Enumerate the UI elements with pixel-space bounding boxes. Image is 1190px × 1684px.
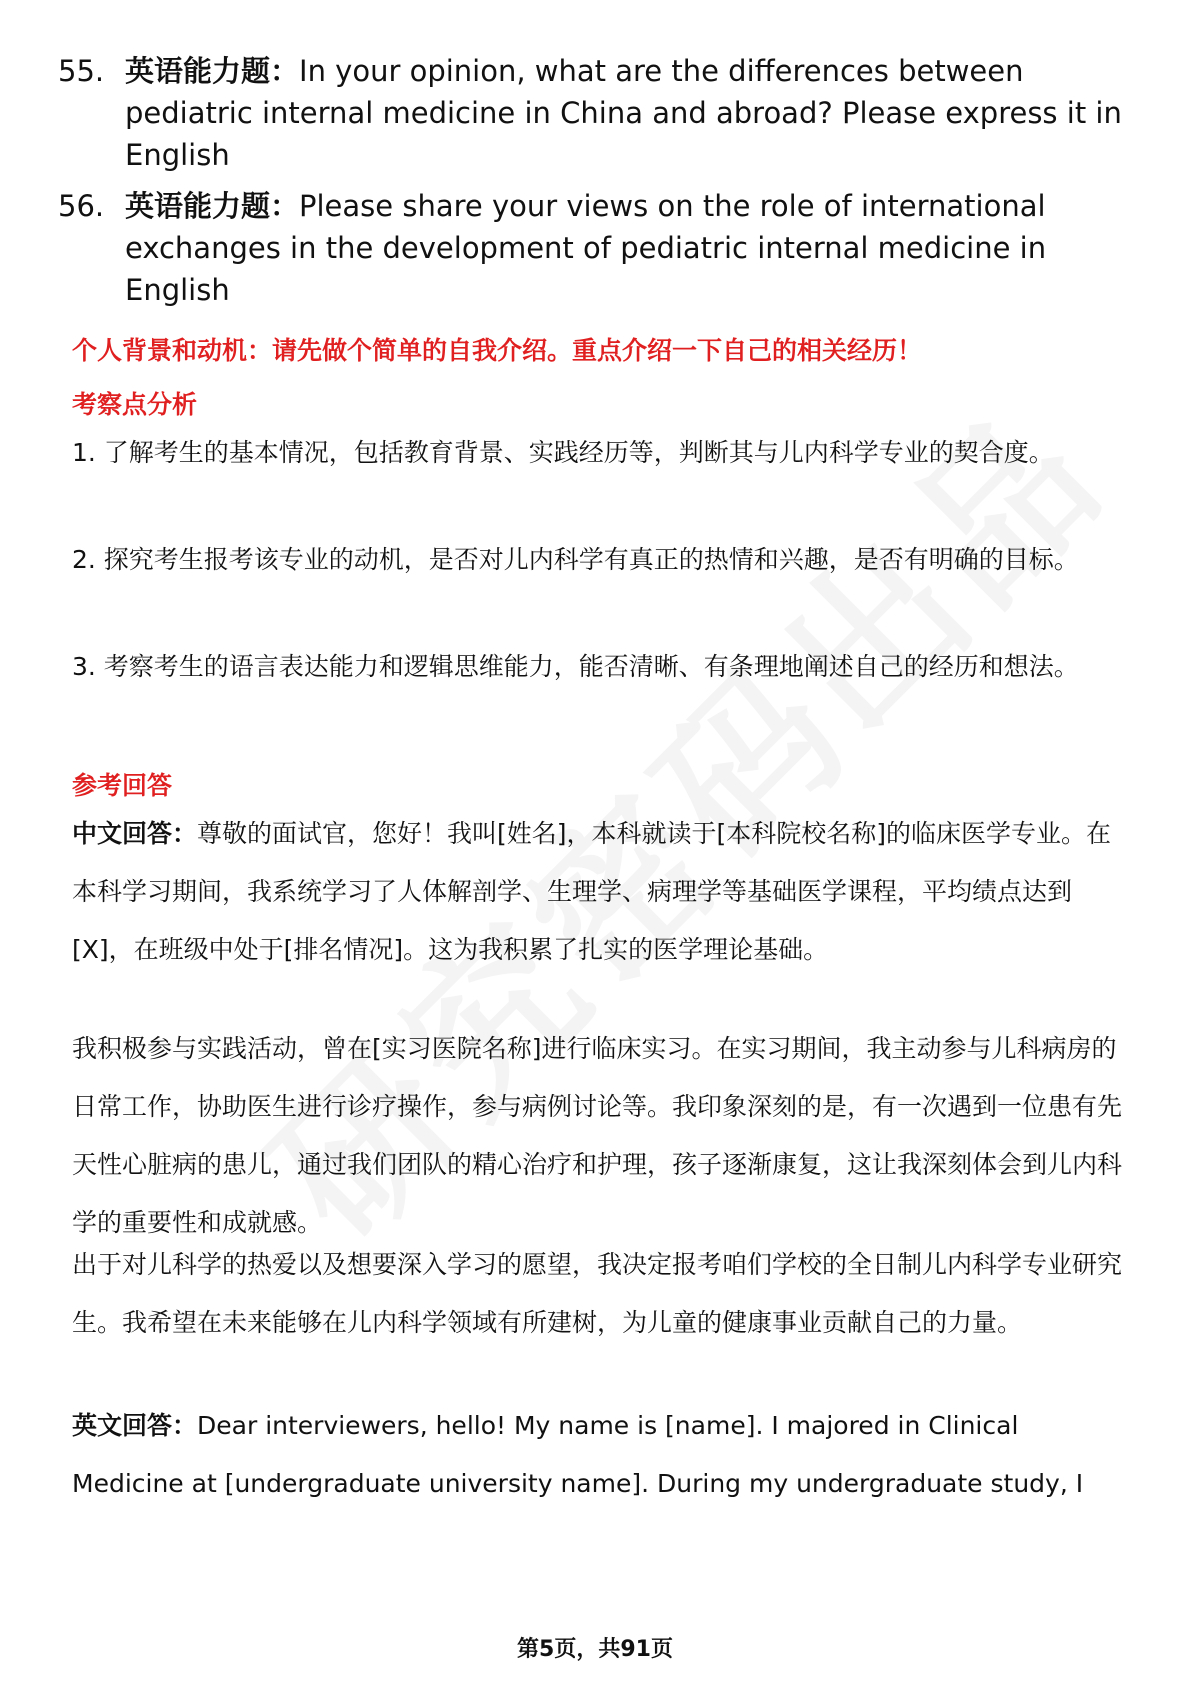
answer-heading: 参考回答 bbox=[72, 771, 173, 800]
question-55 bbox=[58, 50, 1138, 176]
question-56 bbox=[58, 185, 1138, 311]
question-tag: 英语能力题： bbox=[125, 189, 300, 223]
answer-en-paragraph-1 bbox=[72, 1397, 1122, 1513]
question-number: 56. bbox=[58, 189, 105, 223]
section-title: 个人背景和动机：请先做个简单的自我介绍。重点介绍一下自己的相关经历！ bbox=[72, 336, 923, 365]
analysis-point-2: 2. 探究考生报考该专业的动机，是否对儿内科学有真正的热情和兴趣，是否有明确的目标。 bbox=[72, 545, 1079, 574]
analysis-heading: 考察点分析 bbox=[72, 390, 198, 419]
answer-cn-label: 中文回答： bbox=[72, 819, 198, 848]
question-text: In your opinion, what are the differences between pediatric internal medicine in China and abroad? Please express it in English bbox=[125, 54, 1122, 172]
answer-cn-paragraph-2: 我积极参与实践活动，曾在[实习医院名称]进行临床实习。在实习期间，我主动参与儿科病房的日常工作，协助医生进行诊疗操作，参与病例讨论等。我印象深刻的是，有一次遇到一位患有先天性心脏病的患儿，通过我们团队的精心治疗和护理，孩子逐渐康复，这让我深刻体会到儿内科学的重要性和成就感。 bbox=[72, 1034, 1123, 1237]
page-footer: 第5页，共91页 bbox=[517, 1637, 673, 1662]
answer-cn-paragraph-3: 出于对儿科学的热爱以及想要深入学习的愿望，我决定报考咱们学校的全日制儿内科学专业研究生。我希望在未来能够在儿内科学领域有所建树，为儿童的健康事业贡献自己的力量。 bbox=[72, 1250, 1123, 1337]
answer-cn-paragraph-1 bbox=[72, 805, 1122, 979]
answer-en-text: Dear interviewers, hello! My name is [name]. I majored in Clinical Medicine at [undergraduate university name]. During my undergraduate study, I bbox=[72, 1411, 1084, 1498]
answer-cn-text: 尊敬的面试官，您好！我叫[姓名]，本科就读于[本科院校名称]的临床医学专业。在本科学习期间，我系统学习了人体解剖学、生理学、病理学等基础医学课程，平均绩点达到[X]，在班级中处于[排名情况]。这为我积累了扎实的医学理论基础。 bbox=[72, 819, 1112, 964]
answer-en-label: 英文回答： bbox=[72, 1411, 198, 1440]
analysis-point-1: 1. 了解考生的基本情况，包括教育背景、实践经历等，判断其与儿内科学专业的契合度。 bbox=[72, 438, 1054, 467]
analysis-point-3: 3. 考察考生的语言表达能力和逻辑思维能力，能否清晰、有条理地阐述自己的经历和想法。 bbox=[72, 652, 1079, 681]
question-number: 55. bbox=[58, 54, 105, 88]
question-tag: 英语能力题： bbox=[125, 54, 300, 88]
question-text: Please share your views on the role of international exchanges in the development of pediatric internal medicine in English bbox=[125, 189, 1047, 307]
